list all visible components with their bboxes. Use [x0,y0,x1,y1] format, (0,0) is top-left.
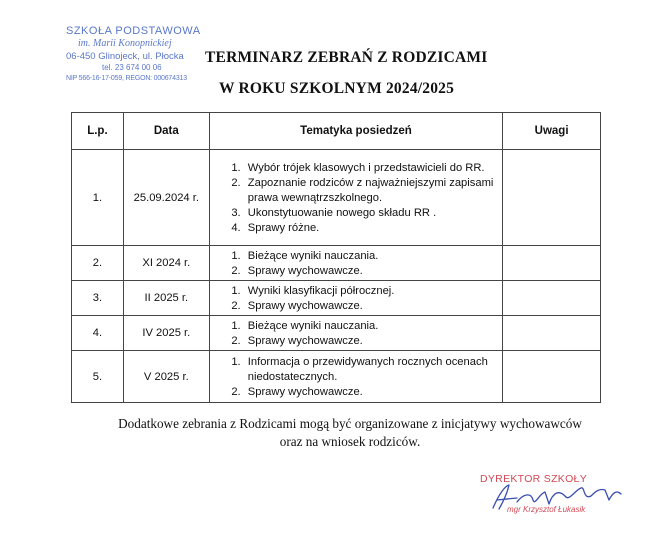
row-topics [209,316,502,351]
table-row [72,316,601,351]
row-date: II 2025 r. [123,281,209,316]
row-notes [503,281,601,316]
topic-item: 2. Sprawy wychowawcze. [244,264,496,279]
table-row [72,150,601,246]
stamp-patron: im. Marii Konopnickiej [78,38,172,49]
stamp-nip-regon: NIP 566-16-17-059, REGON: 000674313 [66,74,187,82]
meetings-table [71,112,601,403]
topic-item: 1. Bieżące wyniki nauczania. [244,249,496,264]
topic-item: 2. Sprawy wychowawcze. [244,385,496,400]
director-stamp-title: DYREKTOR SZKOŁY [480,473,587,485]
note-line-1: Dodatkowe zebrania z Rodzicami mogą być organizowane z inicjatywy wychowawców [118,416,582,431]
stamp-address: 06-450 Glinojeck, ul. Płocka [66,51,184,62]
stamp-school-name: SZKOŁA PODSTAWOWA [66,25,201,37]
stamp-phone: tel. 23 674 00 06 [102,62,162,72]
additional-meetings-note [70,415,630,451]
row-topics [209,351,502,403]
topic-item: 1. Informacja o przewidywanych rocznych ocenach niedostatecznych. [244,355,496,385]
topic-item: 1. Wybór trójek klasowych i przedstawicieli do RR. [244,161,496,176]
row-topics [209,246,502,281]
document-subtitle: W ROKU SZKOLNYM 2024/2025 [219,80,455,97]
row-notes [503,150,601,246]
row-lp: 1. [72,150,124,246]
topic-item: 2. Sprawy wychowawcze. [244,334,496,349]
topic-item: 4. Sprawy różne. [244,221,496,236]
table-row [72,281,601,316]
row-lp: 5. [72,351,124,403]
row-lp: 3. [72,281,124,316]
table-header-row [72,113,601,150]
table-row [72,351,601,403]
document-title: TERMINARZ ZEBRAŃ Z RODZICAMI [205,49,488,66]
topic-item: 2. Sprawy wychowawcze. [244,299,496,314]
row-topics [209,150,502,246]
school-stamp [66,26,216,82]
row-date: IV 2025 r. [123,316,209,351]
row-date: XI 2024 r. [123,246,209,281]
topic-item: 2. Zapoznanie rodziców z najważniejszymi zapisami prawa wewnątrzszkolnego. [244,176,496,206]
topic-item: 1. Bieżące wyniki nauczania. [244,319,496,334]
table-row [72,246,601,281]
row-notes [503,246,601,281]
row-lp: 4. [72,316,124,351]
director-name-stamp: mgr Krzysztof Łukasik [507,505,586,514]
note-line-2: oraz na wniosek rodziców. [279,434,421,449]
header-lp: L.p. [72,113,124,150]
topic-item: 1. Wyniki klasyfikacji półrocznej. [244,284,496,299]
header-topics: Tematyka posiedzeń [209,113,502,150]
topic-item: 3. Ukonstytuowanie nowego składu RR . [244,206,496,221]
row-date: 25.09.2024 r. [123,150,209,246]
row-topics [209,281,502,316]
row-notes [503,316,601,351]
row-date: V 2025 r. [123,351,209,403]
header-notes: Uwagi [503,113,601,150]
row-lp: 2. [72,246,124,281]
row-notes [503,351,601,403]
header-date: Data [123,113,209,150]
